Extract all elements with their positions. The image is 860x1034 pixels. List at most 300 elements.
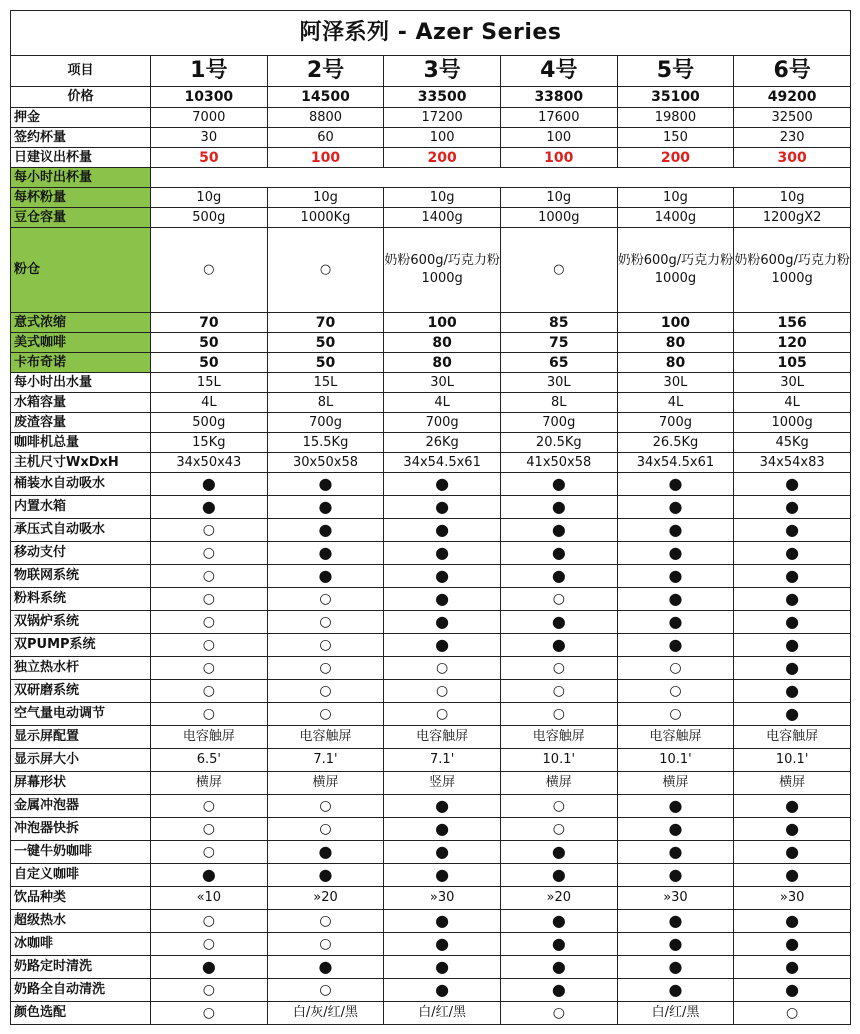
- filled-dot-icon: ●: [267, 864, 384, 887]
- table-row: [11, 864, 851, 887]
- filled-dot-icon: ●: [500, 841, 617, 864]
- row-value: 230: [734, 128, 851, 148]
- model-4: 4号: [500, 56, 617, 87]
- model-1: 1号: [151, 56, 268, 87]
- row-value: 10g: [151, 188, 268, 208]
- filled-dot-icon: ●: [617, 565, 734, 588]
- row-value: 10g: [267, 188, 384, 208]
- empty-circle-icon: ○: [151, 933, 268, 956]
- row-value: 7.1': [267, 749, 384, 772]
- table-row: [11, 333, 851, 353]
- row-value: 电容触屏: [267, 726, 384, 749]
- price-row: [11, 87, 851, 108]
- row-value: 85: [500, 313, 617, 333]
- empty-circle-icon: ○: [151, 565, 268, 588]
- empty-circle-icon: ○: [151, 910, 268, 933]
- row-label: 超级热水: [11, 910, 151, 933]
- row-value: 30x50x58: [267, 453, 384, 473]
- table-row: [11, 749, 851, 772]
- row-value: 34x54.5x61: [384, 453, 501, 473]
- empty-circle-icon: ○: [267, 795, 384, 818]
- empty-circle-icon: ○: [500, 228, 617, 313]
- table-row: [11, 1002, 851, 1025]
- row-label: 押金: [11, 108, 151, 128]
- table-row: [11, 413, 851, 433]
- filled-dot-icon: ●: [617, 795, 734, 818]
- row-value: 50: [151, 148, 268, 168]
- row-value: 7000: [151, 108, 268, 128]
- comparison-table: [10, 10, 851, 1025]
- row-value: 10g: [734, 188, 851, 208]
- row-value: «10: [151, 887, 268, 910]
- filled-dot-icon: ●: [617, 979, 734, 1002]
- model-3: 3号: [384, 56, 501, 87]
- empty-circle-icon: ○: [267, 818, 384, 841]
- table-row: [11, 433, 851, 453]
- row-value: 30L: [500, 373, 617, 393]
- row-label: 移动支付: [11, 542, 151, 565]
- row-value: 100: [617, 313, 734, 333]
- filled-dot-icon: ●: [267, 565, 384, 588]
- table-row: [11, 353, 851, 373]
- price-value: 14500: [267, 87, 384, 108]
- row-value: 700g: [267, 413, 384, 433]
- empty-circle-icon: ○: [384, 657, 501, 680]
- filled-dot-icon: ●: [384, 864, 501, 887]
- empty-circle-icon: ○: [151, 611, 268, 634]
- table-row: [11, 108, 851, 128]
- row-value: 15.5Kg: [267, 433, 384, 453]
- empty-circle-icon: ○: [151, 795, 268, 818]
- row-label: 奶路全自动清洗: [11, 979, 151, 1002]
- row-value: 横屏: [267, 772, 384, 795]
- filled-dot-icon: ●: [734, 473, 851, 496]
- empty-circle-icon: ○: [151, 1002, 268, 1025]
- row-label: 颜色选配: [11, 1002, 151, 1025]
- row-value: 45Kg: [734, 433, 851, 453]
- row-label: 水箱容量: [11, 393, 151, 413]
- row-value: 500g: [151, 208, 268, 228]
- row-value: 白/红/黑: [384, 1002, 501, 1025]
- filled-dot-icon: ●: [384, 496, 501, 519]
- row-label: 意式浓缩: [11, 313, 151, 333]
- row-label: 美式咖啡: [11, 333, 151, 353]
- row-label: 每杯粉量: [11, 188, 151, 208]
- filled-dot-icon: ●: [384, 818, 501, 841]
- row-value: 8L: [500, 393, 617, 413]
- empty-circle-icon: ○: [617, 657, 734, 680]
- filled-dot-icon: ●: [617, 818, 734, 841]
- row-value: »20: [500, 887, 617, 910]
- row-value: 电容触屏: [617, 726, 734, 749]
- row-value: 150: [617, 128, 734, 148]
- empty-circle-icon: ○: [500, 818, 617, 841]
- row-label: 金属冲泡器: [11, 795, 151, 818]
- row-value: 100: [500, 128, 617, 148]
- empty-circle-icon: ○: [151, 680, 268, 703]
- row-value: 白/灰/红/黑: [267, 1002, 384, 1025]
- row-value: 32500: [734, 108, 851, 128]
- filled-dot-icon: ●: [734, 841, 851, 864]
- row-value: »30: [734, 887, 851, 910]
- price-value: 49200: [734, 87, 851, 108]
- row-label: 废渣容量: [11, 413, 151, 433]
- empty-circle-icon: ○: [151, 634, 268, 657]
- filled-dot-icon: ●: [500, 864, 617, 887]
- filled-dot-icon: ●: [734, 565, 851, 588]
- filled-dot-icon: ●: [734, 680, 851, 703]
- empty-circle-icon: ○: [500, 588, 617, 611]
- filled-dot-icon: ●: [734, 795, 851, 818]
- table-row: [11, 726, 851, 749]
- filled-dot-icon: ●: [734, 933, 851, 956]
- model-6: 6号: [734, 56, 851, 87]
- row-label: 冰咖啡: [11, 933, 151, 956]
- row-value: 41x50x58: [500, 453, 617, 473]
- row-value: 电容触屏: [151, 726, 268, 749]
- row-value: 竖屏: [384, 772, 501, 795]
- row-value: »20: [267, 887, 384, 910]
- row-label: 卡布奇诺: [11, 353, 151, 373]
- row-value: 156: [734, 313, 851, 333]
- row-value: 80: [384, 333, 501, 353]
- filled-dot-icon: ●: [384, 588, 501, 611]
- row-label: 咖啡机总量: [11, 433, 151, 453]
- price-value: 33800: [500, 87, 617, 108]
- empty-circle-icon: ○: [151, 542, 268, 565]
- row-label: 奶路定时清洗: [11, 956, 151, 979]
- row-value: 700g: [500, 413, 617, 433]
- model-5: 5号: [617, 56, 734, 87]
- row-value: 10g: [617, 188, 734, 208]
- table-row: [11, 588, 851, 611]
- filled-dot-icon: ●: [734, 864, 851, 887]
- filled-dot-icon: ●: [267, 542, 384, 565]
- row-value: 10.1': [734, 749, 851, 772]
- table-row: [11, 519, 851, 542]
- price-value: 35100: [617, 87, 734, 108]
- filled-dot-icon: ●: [384, 979, 501, 1002]
- filled-dot-icon: ●: [267, 473, 384, 496]
- table-row: [11, 168, 851, 188]
- table-row: [11, 313, 851, 333]
- row-value: 100: [500, 148, 617, 168]
- row-value: 10.1': [617, 749, 734, 772]
- row-label: 屏幕形状: [11, 772, 151, 795]
- row-value: 电容触屏: [734, 726, 851, 749]
- filled-dot-icon: ●: [734, 657, 851, 680]
- row-label: 豆仓容量: [11, 208, 151, 228]
- table-row: [11, 634, 851, 657]
- filled-dot-icon: ●: [267, 496, 384, 519]
- empty-circle-icon: ○: [500, 703, 617, 726]
- row-label: 双锅炉系统: [11, 611, 151, 634]
- filled-dot-icon: ●: [617, 956, 734, 979]
- table-row: [11, 657, 851, 680]
- spec-sheet: [10, 10, 850, 1025]
- row-label: 饮品种类: [11, 887, 151, 910]
- row-value: 700g: [384, 413, 501, 433]
- row-value: 105: [734, 353, 851, 373]
- row-value: 4L: [151, 393, 268, 413]
- table-row: [11, 188, 851, 208]
- empty-circle-icon: ○: [151, 588, 268, 611]
- filled-dot-icon: ●: [617, 473, 734, 496]
- table-title: 阿泽系列 - Azer Series: [11, 11, 851, 56]
- filled-dot-icon: ●: [500, 542, 617, 565]
- filled-dot-icon: ●: [734, 818, 851, 841]
- row-value: 200: [384, 148, 501, 168]
- table-row: [11, 208, 851, 228]
- filled-dot-icon: ●: [734, 910, 851, 933]
- table-row: [11, 772, 851, 795]
- empty-circle-icon: ○: [500, 657, 617, 680]
- row-value: 10g: [384, 188, 501, 208]
- filled-dot-icon: ●: [500, 565, 617, 588]
- row-value: 15L: [151, 373, 268, 393]
- row-value: 500g: [151, 413, 268, 433]
- header-label: 项目: [11, 56, 151, 87]
- row-value: 奶粉600g/巧克力粉1000g: [384, 228, 501, 313]
- filled-dot-icon: ●: [384, 473, 501, 496]
- row-value: 横屏: [617, 772, 734, 795]
- row-value: 200: [617, 148, 734, 168]
- filled-dot-icon: ●: [734, 588, 851, 611]
- row-value: 30L: [734, 373, 851, 393]
- row-value: 1200gX2: [734, 208, 851, 228]
- table-row: [11, 496, 851, 519]
- row-label: 显示屏配置: [11, 726, 151, 749]
- row-value: 15L: [267, 373, 384, 393]
- filled-dot-icon: ●: [267, 956, 384, 979]
- row-value: 26.5Kg: [617, 433, 734, 453]
- row-value: »30: [617, 887, 734, 910]
- table-row: [11, 373, 851, 393]
- row-value: 白/红/黑: [617, 1002, 734, 1025]
- row-label: 日建议出杯量: [11, 148, 151, 168]
- row-label: 承压式自动吸水: [11, 519, 151, 542]
- row-value: 50: [151, 353, 268, 373]
- filled-dot-icon: ●: [617, 611, 734, 634]
- row-value: 70: [267, 313, 384, 333]
- row-value: 50: [267, 333, 384, 353]
- row-value: 17200: [384, 108, 501, 128]
- row-label: 显示屏大小: [11, 749, 151, 772]
- row-value: 60: [267, 128, 384, 148]
- table-row: [11, 542, 851, 565]
- row-value: 100: [384, 128, 501, 148]
- model-2: 2号: [267, 56, 384, 87]
- row-value: 10.1': [500, 749, 617, 772]
- filled-dot-icon: ●: [384, 611, 501, 634]
- filled-dot-icon: ●: [384, 933, 501, 956]
- row-label: 粉仓: [11, 228, 151, 313]
- row-value: 8800: [267, 108, 384, 128]
- row-value: 100: [384, 313, 501, 333]
- filled-dot-icon: ●: [734, 519, 851, 542]
- row-value: 80: [384, 353, 501, 373]
- row-value: 横屏: [151, 772, 268, 795]
- filled-dot-icon: ●: [384, 634, 501, 657]
- row-value: 1000Kg: [267, 208, 384, 228]
- table-row: [11, 611, 851, 634]
- filled-dot-icon: ●: [151, 864, 268, 887]
- table-row: [11, 956, 851, 979]
- row-value: 34x50x43: [151, 453, 268, 473]
- filled-dot-icon: ●: [151, 956, 268, 979]
- row-value: 奶粉600g/巧克力粉1000g: [734, 228, 851, 313]
- table-row: [11, 473, 851, 496]
- row-label: 粉料系统: [11, 588, 151, 611]
- filled-dot-icon: ●: [500, 611, 617, 634]
- table-row: [11, 565, 851, 588]
- table-row: [11, 393, 851, 413]
- empty-circle-icon: ○: [267, 703, 384, 726]
- row-label: 内置水箱: [11, 496, 151, 519]
- filled-dot-icon: ●: [500, 956, 617, 979]
- filled-dot-icon: ●: [500, 473, 617, 496]
- price-value: 33500: [384, 87, 501, 108]
- table-row: [11, 228, 851, 313]
- row-value: 75: [500, 333, 617, 353]
- row-value: 30L: [617, 373, 734, 393]
- row-value: 1000g: [500, 208, 617, 228]
- row-value: 100: [267, 148, 384, 168]
- row-value: 横屏: [500, 772, 617, 795]
- filled-dot-icon: ●: [384, 565, 501, 588]
- filled-dot-icon: ●: [617, 519, 734, 542]
- row-label: 双PUMP系统: [11, 634, 151, 657]
- row-value: 30: [151, 128, 268, 148]
- row-label: 桶装水自动吸水: [11, 473, 151, 496]
- table-row: [11, 887, 851, 910]
- filled-dot-icon: ●: [500, 496, 617, 519]
- price-label: 价格: [11, 87, 151, 108]
- filled-dot-icon: ●: [384, 910, 501, 933]
- filled-dot-icon: ●: [151, 496, 268, 519]
- empty-circle-icon: ○: [617, 680, 734, 703]
- empty-circle-icon: ○: [500, 1002, 617, 1025]
- empty-circle-icon: ○: [267, 933, 384, 956]
- filled-dot-icon: ●: [734, 979, 851, 1002]
- filled-dot-icon: ●: [384, 841, 501, 864]
- table-row: [11, 841, 851, 864]
- filled-dot-icon: ●: [617, 910, 734, 933]
- row-label: 主机尺寸WxDxH: [11, 453, 151, 473]
- row-value: 7.1': [384, 749, 501, 772]
- empty-circle-icon: ○: [151, 979, 268, 1002]
- filled-dot-icon: ●: [500, 979, 617, 1002]
- filled-dot-icon: ●: [617, 864, 734, 887]
- row-value: 70: [151, 313, 268, 333]
- empty-circle-icon: ○: [151, 519, 268, 542]
- empty-circle-icon: ○: [267, 680, 384, 703]
- filled-dot-icon: ●: [500, 910, 617, 933]
- row-value: 30L: [384, 373, 501, 393]
- filled-dot-icon: ●: [617, 542, 734, 565]
- table-row: [11, 818, 851, 841]
- row-label: 物联网系统: [11, 565, 151, 588]
- filled-dot-icon: ●: [734, 703, 851, 726]
- filled-dot-icon: ●: [384, 519, 501, 542]
- row-value: 横屏: [734, 772, 851, 795]
- row-value: 6.5': [151, 749, 268, 772]
- empty-circle-icon: ○: [151, 703, 268, 726]
- table-row: [11, 795, 851, 818]
- empty-circle-icon: ○: [500, 680, 617, 703]
- filled-dot-icon: ●: [617, 933, 734, 956]
- row-value: 15Kg: [151, 433, 268, 453]
- row-value: 50: [151, 333, 268, 353]
- empty-circle-icon: ○: [151, 841, 268, 864]
- row-label: 冲泡器快拆: [11, 818, 151, 841]
- filled-dot-icon: ●: [617, 634, 734, 657]
- filled-dot-icon: ●: [500, 634, 617, 657]
- model-header-row: [11, 56, 851, 87]
- row-value: 8L: [267, 393, 384, 413]
- row-value: 80: [617, 353, 734, 373]
- table-row: [11, 910, 851, 933]
- row-value-empty: [151, 168, 851, 188]
- empty-circle-icon: ○: [267, 910, 384, 933]
- row-label: 独立热水杆: [11, 657, 151, 680]
- filled-dot-icon: ●: [617, 588, 734, 611]
- row-label: 每小时出杯量: [11, 168, 151, 188]
- table-row: [11, 453, 851, 473]
- empty-circle-icon: ○: [267, 228, 384, 313]
- table-row: [11, 933, 851, 956]
- row-label: 每小时出水量: [11, 373, 151, 393]
- row-value: 4L: [734, 393, 851, 413]
- filled-dot-icon: ●: [384, 542, 501, 565]
- row-label: 一键牛奶咖啡: [11, 841, 151, 864]
- filled-dot-icon: ●: [500, 519, 617, 542]
- filled-dot-icon: ●: [617, 496, 734, 519]
- table-row: [11, 703, 851, 726]
- row-value: 10g: [500, 188, 617, 208]
- row-value: 1400g: [384, 208, 501, 228]
- empty-circle-icon: ○: [384, 680, 501, 703]
- filled-dot-icon: ●: [734, 611, 851, 634]
- row-value: 65: [500, 353, 617, 373]
- filled-dot-icon: ●: [151, 473, 268, 496]
- filled-dot-icon: ●: [500, 933, 617, 956]
- row-value: 700g: [617, 413, 734, 433]
- filled-dot-icon: ●: [267, 519, 384, 542]
- table-row: [11, 128, 851, 148]
- row-value: 34x54.5x61: [617, 453, 734, 473]
- row-label: 双研磨系统: [11, 680, 151, 703]
- empty-circle-icon: ○: [267, 979, 384, 1002]
- row-value: 120: [734, 333, 851, 353]
- empty-circle-icon: ○: [267, 657, 384, 680]
- row-value: 17600: [500, 108, 617, 128]
- row-label: 签约杯量: [11, 128, 151, 148]
- filled-dot-icon: ●: [734, 542, 851, 565]
- row-value: 26Kg: [384, 433, 501, 453]
- empty-circle-icon: ○: [734, 1002, 851, 1025]
- row-value: »30: [384, 887, 501, 910]
- table-row: [11, 148, 851, 168]
- empty-circle-icon: ○: [151, 657, 268, 680]
- row-value: 奶粉600g/巧克力粉1000g: [617, 228, 734, 313]
- row-value: 80: [617, 333, 734, 353]
- empty-circle-icon: ○: [151, 228, 268, 313]
- row-value: 电容触屏: [500, 726, 617, 749]
- empty-circle-icon: ○: [151, 818, 268, 841]
- row-value: 19800: [617, 108, 734, 128]
- empty-circle-icon: ○: [500, 795, 617, 818]
